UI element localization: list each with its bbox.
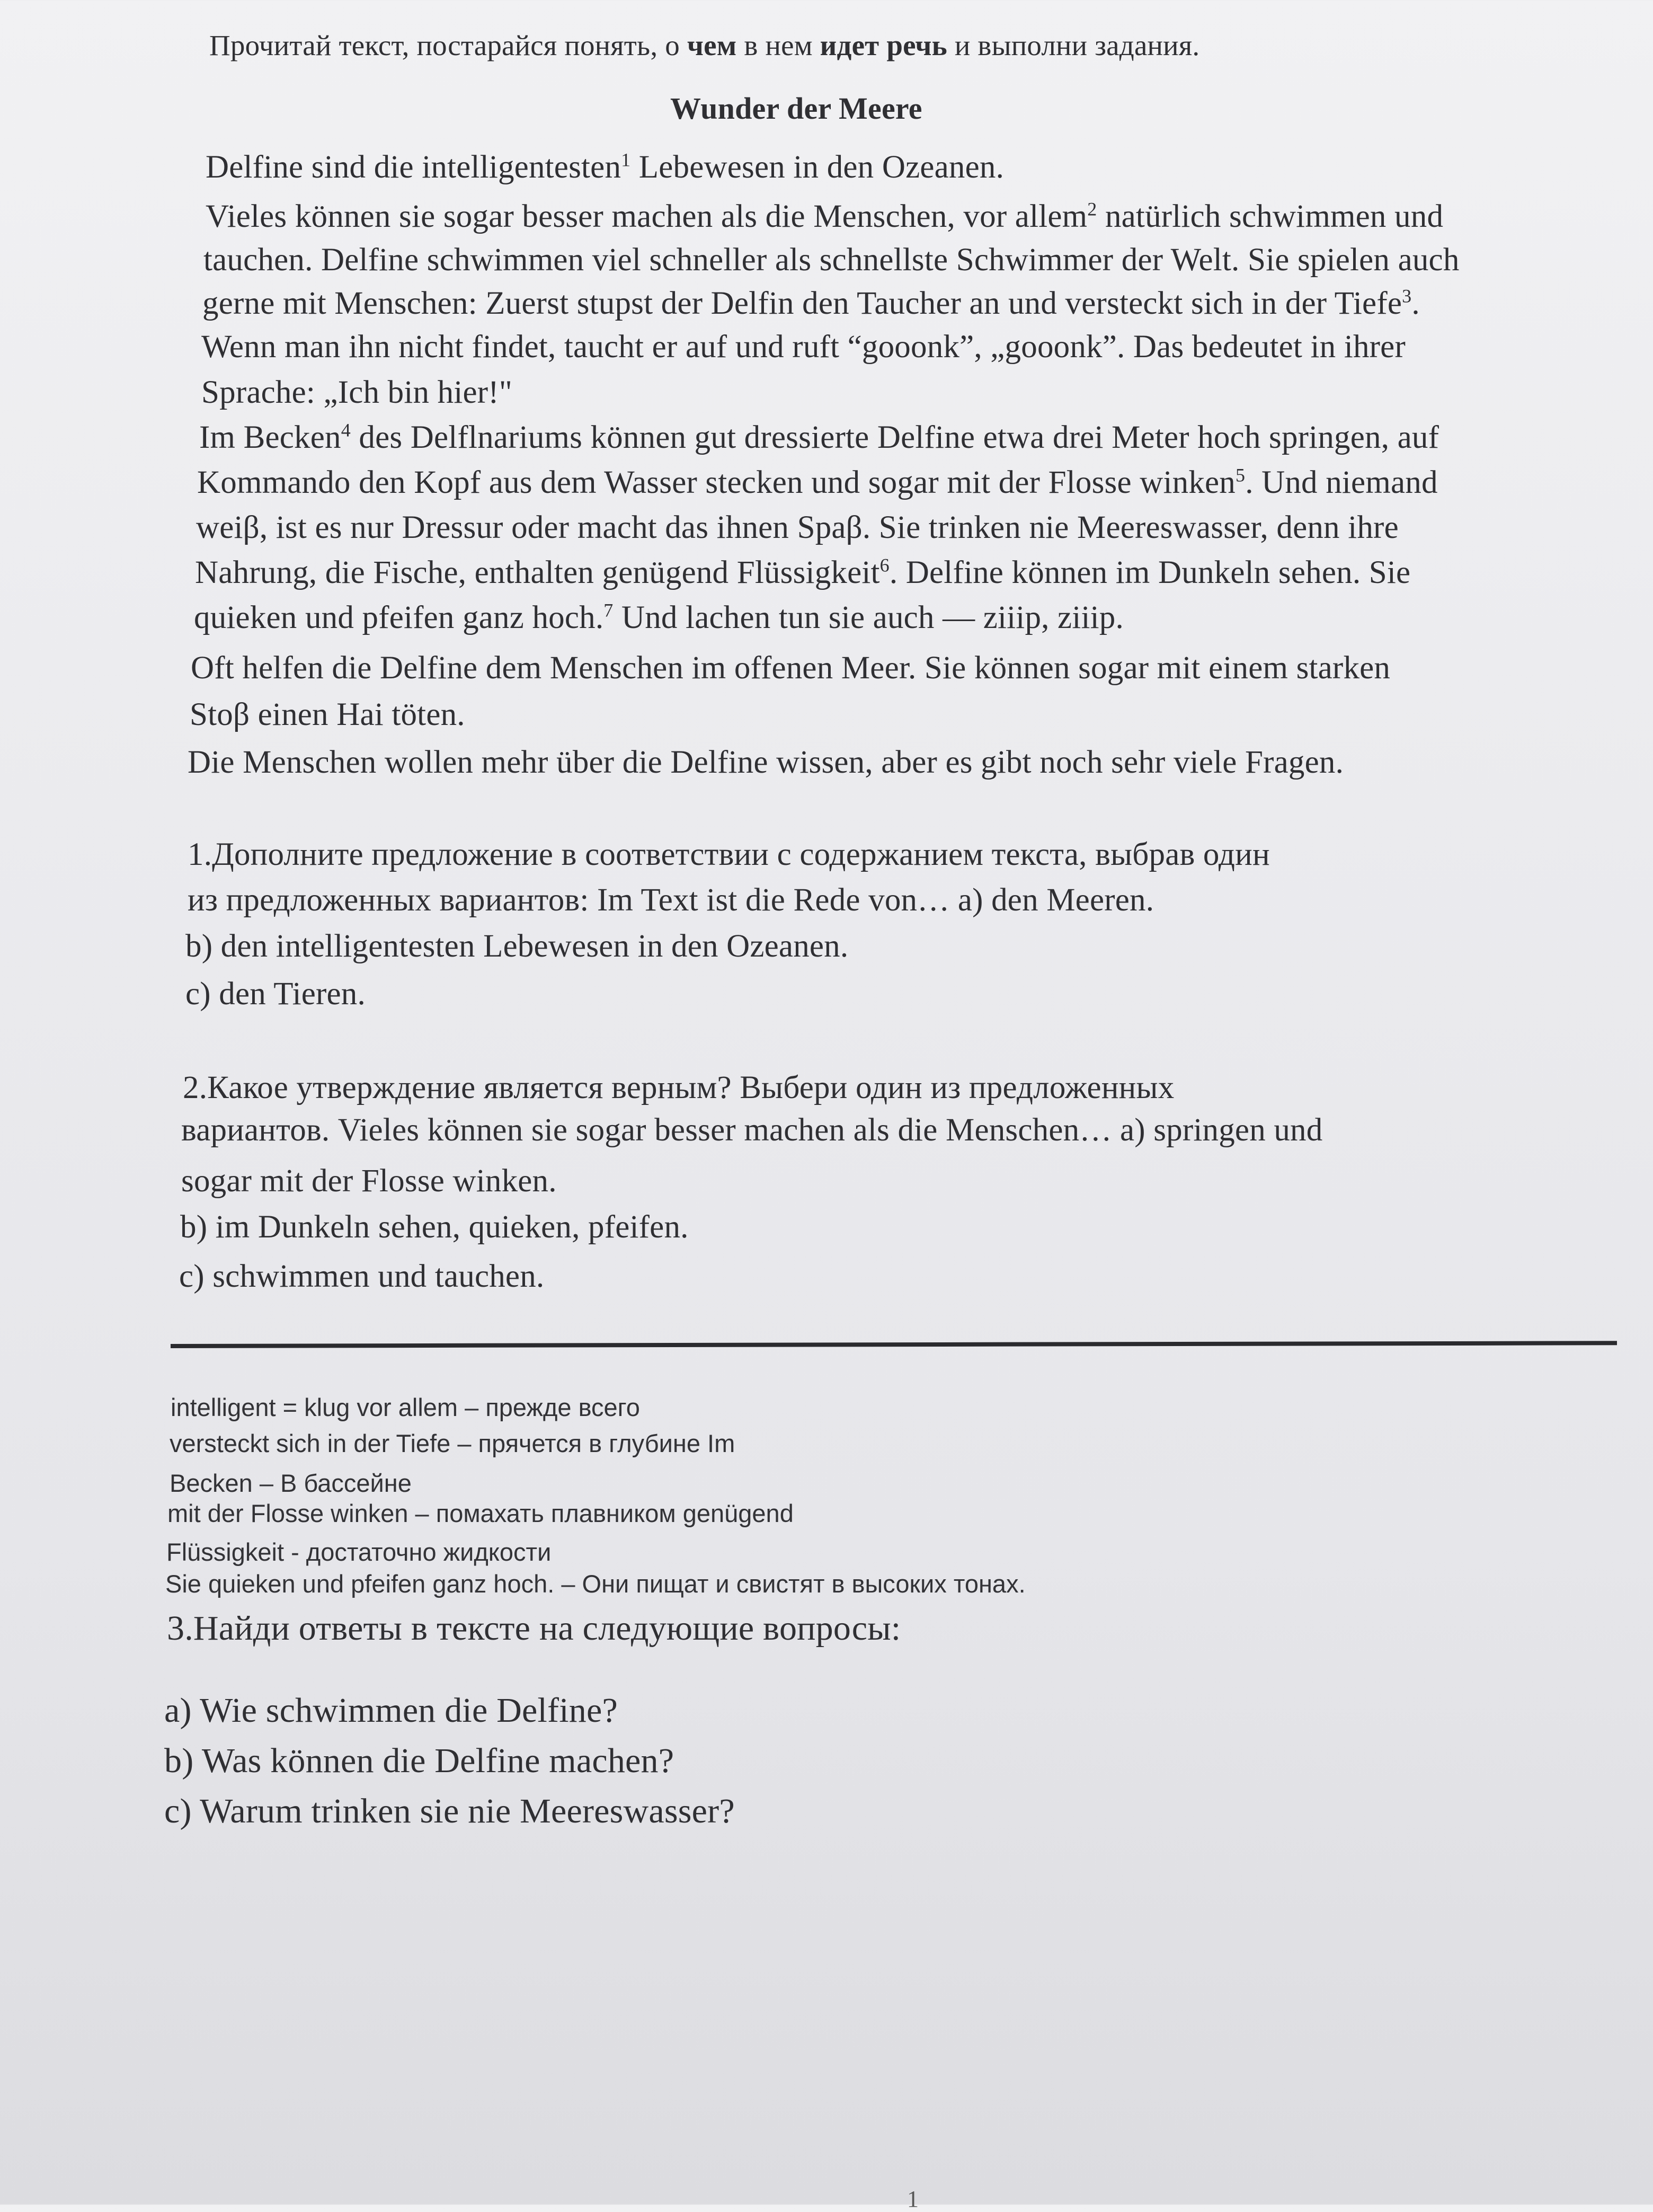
- text-line: Stoβ einen Hai töten.: [190, 697, 465, 732]
- task1-question: 1.Дополните предложение в соответствии с содержанием текста, выбрав один: [188, 837, 1270, 872]
- task3-question-c: c) Warum trinken sie nie Meereswasser?: [164, 1792, 735, 1830]
- text-line: [202, 287, 1420, 320]
- text-fragment: Und lachen tun sie auch — ziiip, ziiip.: [613, 600, 1124, 635]
- text-line: [206, 151, 1004, 183]
- footnote-marker: 2: [1087, 198, 1097, 220]
- text-line: [199, 421, 1439, 454]
- footnote-marker: 1: [621, 149, 631, 171]
- text-fragment: Vieles können sie sogar besser machen als die Menschen, vor allem: [206, 199, 1088, 234]
- text-fragment: quieken und pfeifen ganz hoch.: [194, 600, 604, 635]
- text-fragment: Im Becken: [199, 420, 341, 455]
- instruction-text: Прочитай текст, постарайся понять, о: [209, 29, 687, 61]
- glossary-line: Sie quieken und pfeifen ganz hoch. – Они пищат и свистят в высоких тонах.: [165, 1570, 1026, 1598]
- instruction-bold: идет речь: [820, 29, 947, 61]
- footnote-marker: 4: [341, 419, 351, 441]
- text-fragment: natürlich schwimmen und: [1097, 199, 1444, 234]
- text-line: [197, 466, 1438, 499]
- instruction-text: в нем: [736, 29, 820, 61]
- instruction-text: и выполни задания.: [947, 29, 1200, 61]
- text-line: Wenn man ihn nicht findet, taucht er auf und ruft “gooonk”, „gooonk”. Das bedeutet in ihrer: [201, 329, 1406, 365]
- text-fragment: .: [1411, 286, 1420, 321]
- glossary-line: versteckt sich in der Tiefe – прячется в глубине Im: [170, 1429, 735, 1457]
- task3-question-a: a) Wie schwimmen die Delfine?: [164, 1691, 618, 1730]
- text-line: Sprache: „Ich bin hier!": [201, 375, 512, 410]
- text-fragment: Lebewesen in den Ozeanen.: [630, 149, 1005, 185]
- task1-option-c: c) den Tieren.: [185, 976, 366, 1012]
- text-line: Oft helfen die Delfine dem Menschen im offenen Meer. Sie können sogar mit einem starken: [191, 650, 1391, 686]
- task2-question: 2.Какое утверждение является верным? Выбери один из предложенных: [183, 1070, 1175, 1105]
- text-fragment: des Delflnariums können gut dressierte Delfine etwa drei Meter hoch springen, auf: [350, 420, 1439, 455]
- text-line: weiβ, ist es nur Dressur oder macht das ihnen Spaβ. Sie trinken nie Meereswasser, denn ihre: [196, 510, 1399, 545]
- task2-question: вариантов. Vieles können sie sogar besser machen als die Menschen… a) springen und: [181, 1112, 1323, 1148]
- glossary-line: intelligent = klug vor allem – прежде всего: [171, 1393, 640, 1421]
- task1-question: из предложенных вариантов: Im Text ist die Rede von… a) den Meeren.: [188, 882, 1154, 918]
- text-title: Wunder der Meere: [670, 91, 922, 126]
- instruction-bold: чем: [687, 29, 737, 61]
- text-fragment: Delfine sind die intelligentesten: [206, 149, 621, 185]
- task1-option-b: b) den intelligentesten Lebewesen in den Ozeanen.: [185, 928, 849, 964]
- text-fragment: Kommando den Kopf aus dem Wasser stecken und sogar mit der Flosse winken: [197, 465, 1236, 500]
- text-line: [206, 200, 1443, 233]
- task2-option-c: c) schwimmen und tauchen.: [179, 1259, 545, 1294]
- text-fragment: Nahrung, die Fische, enthalten genügend Flüssigkeit: [195, 555, 880, 590]
- footnote-marker: 5: [1236, 464, 1246, 486]
- text-line: [194, 601, 1124, 634]
- task3-heading: 3.Найди ответы в тексте на следующие вопросы:: [167, 1609, 901, 1648]
- instruction-line: [209, 31, 1199, 60]
- glossary-line: Flüssigkeit - достаточно жидкости: [166, 1538, 552, 1566]
- task2-option-b: b) im Dunkeln sehen, quieken, pfeifen.: [180, 1209, 689, 1245]
- glossary-line: Becken – В бассейне: [170, 1469, 412, 1497]
- text-line: Die Menschen wollen mehr über die Delfine wissen, aber es gibt noch sehr viele Fragen.: [188, 745, 1344, 780]
- text-line: [195, 556, 1410, 589]
- footnote-marker: 3: [1402, 285, 1412, 307]
- task2-question: sogar mit der Flosse winken.: [181, 1163, 557, 1199]
- footnote-marker: 7: [603, 599, 614, 621]
- footnote-marker: 6: [879, 554, 890, 576]
- text-fragment: . Delfine können im Dunkeln sehen. Sie: [889, 555, 1411, 590]
- page-number: 1: [907, 2186, 919, 2212]
- text-line: tauchen. Delfine schwimmen viel schneller als schnellste Schwimmer der Welt. Sie spielen auch: [203, 242, 1460, 278]
- divider-line: [171, 1341, 1617, 1348]
- glossary-line: mit der Flosse winken – помахать плавником genügend: [167, 1499, 794, 1527]
- text-fragment: gerne mit Menschen: Zuerst stupst der Delfin den Taucher an und versteckt sich in der Tiefe: [202, 286, 1402, 321]
- task3-question-b: b) Was können die Delfine machen?: [164, 1741, 674, 1780]
- text-fragment: . Und niemand: [1245, 465, 1438, 500]
